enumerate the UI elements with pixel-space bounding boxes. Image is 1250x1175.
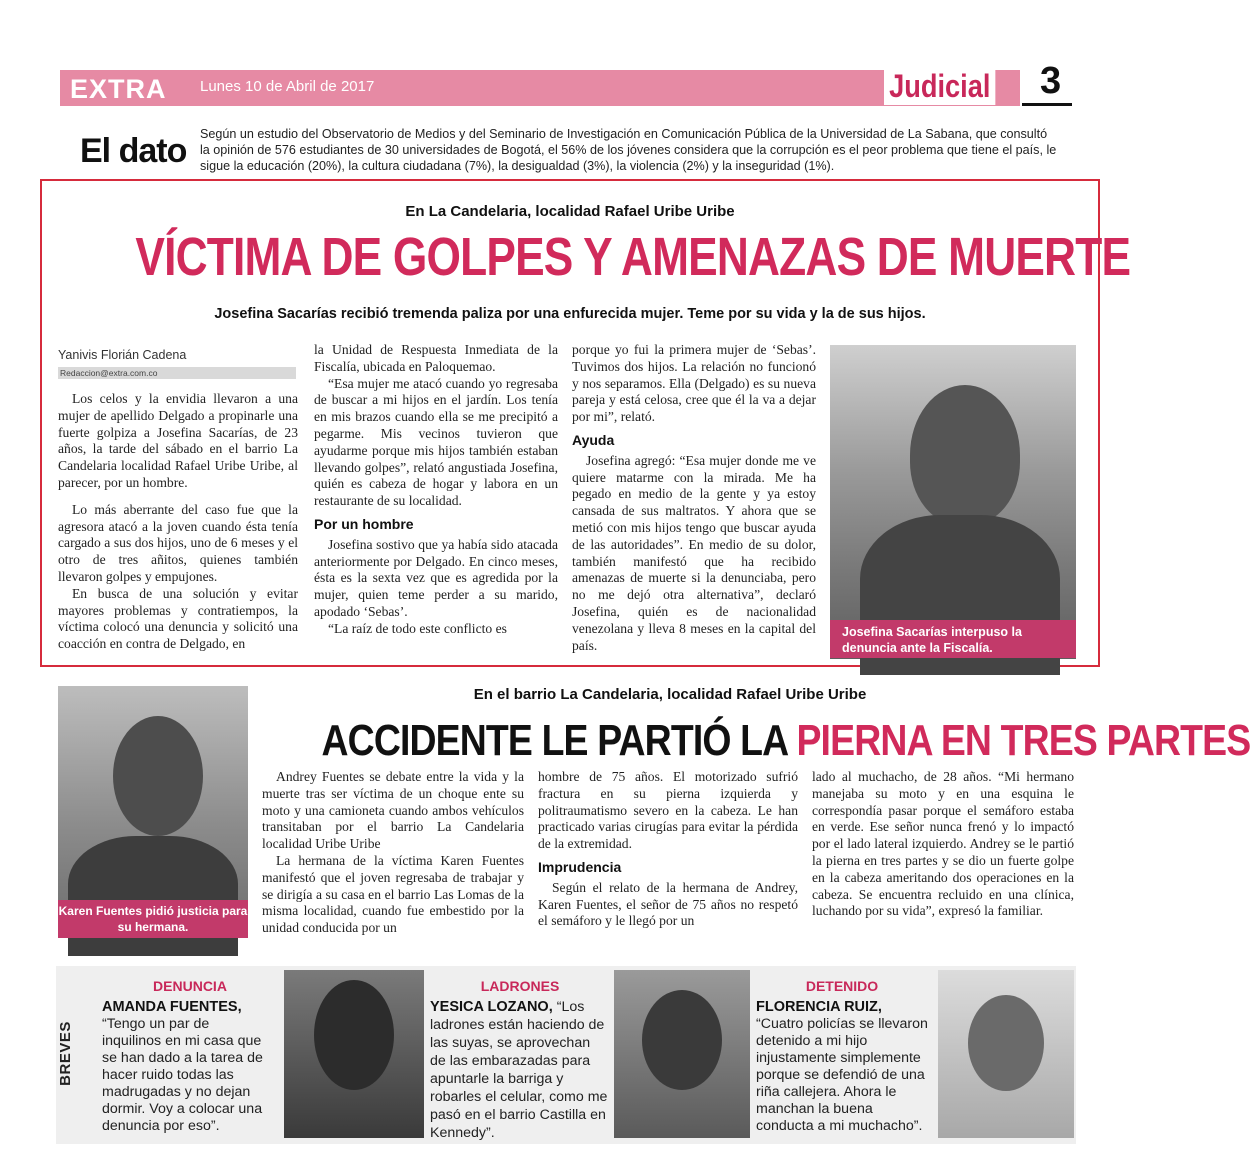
paragraph: hombre de 75 años. El motorizado sufrió fractura en su pierna izquierda y politraumatismo severo en la cabeza. Le han practicado varias cirugías para evitar la pérdida de la extremidad.	[538, 769, 798, 852]
main-story-subhead: Josefina Sacarías recibió tremenda paliza por una enfurecida mujer. Teme por su vida y la de sus hijos.	[214, 306, 926, 322]
breve-photo-amanda	[284, 970, 424, 1138]
breves-label	[58, 1015, 88, 1095]
paragraph: Según el relato de la hermana de Andrey, Karen Fuentes, el señor de 75 años no respetó el semáforo y le llegó por un	[538, 879, 798, 929]
dato-text: Según un estudio del Observatorio de Medios y del Seminario de Investigación en Comunicación Pública de la Universidad de La Sabana, que consultó la opinión de 576 estudiantes de 30 universidades de Bogotá, el 56% de los jóvenes considera que la corrupción es el peor problema que tiene el país, le sigue la educación (20%), la cultura ciudadana (7%), la desigualdad (3%), la violencia (2%) y la inseguridad (1%).	[200, 127, 1057, 173]
paragraph: Lo más aberrante del caso fue que la agresora atacó a la joven cuando ésta tenía cargado a sus dos hijos, uno de 6 meses y el otro de tres añitos, quienes también llevaron golpes y empujones.	[58, 501, 298, 584]
second-story-column-2	[538, 769, 798, 930]
second-story-column-1	[262, 769, 524, 937]
subheading: Imprudencia	[538, 858, 622, 875]
paragraph: Josefina sostivo que ya había sido atacada anteriormente por Delgado. En cinco meses, ésta es la sexta vez que es agredida por la mujer, quien teme perder a su marido, apodado ‘Sebas’.	[314, 536, 558, 619]
main-story-column-3	[572, 342, 816, 654]
breves-label-text: BREVES	[56, 1021, 74, 1086]
issue-date: Lunes 10 de Abril de 2017	[200, 78, 375, 95]
karen-photo-caption: Karen Fuentes pidió justicia para su hermana.	[58, 900, 248, 938]
byline: Yanivis Florián Cadena	[58, 348, 187, 362]
paragraph: Andrey Fuentes se debate entre la vida y la muerte tras ser víctima de un choque ente su moto y una camioneta cuando ambos vehículos transitaban por el barrio La Candelaria localidad Uribe Uribe	[262, 769, 524, 852]
subheading: Ayuda	[572, 431, 615, 448]
main-story-headline: VÍCTIMA DE GOLPES Y AMENAZAS DE MUERTE	[135, 227, 1131, 287]
josefina-photo	[830, 345, 1076, 659]
breve-quote: “Tengo un par de inquilinos en mi casa que se han dado a la tarea de hacer ruido todas las madrugadas y no dejan dormir. Voy a colocar una denuncia por eso”.	[102, 1016, 263, 1134]
paragraph: “Esa mujer me atacó cuando yo regresaba de buscar a mi hijos en el jardín. Los tenía en mis brazos cuando ella se me precipitó a pegarme. Mis vecinos tuvieron que ayudarme porque mis hijos también estaban llevando golpes”, relató angustiada Josefina, quién es cabeza de hogar y labora en un restaurante de su localidad.	[314, 375, 558, 509]
breve-quote: “Cuatro policías se llevaron detenido a mi hijo injustamente simplemente porque se defendió de una riña callejera. Ahora le manchan la buena conducta a mi muchacho”.	[756, 1016, 928, 1134]
second-story-headline	[321, 716, 1250, 766]
breve-quote: “Los ladrones están haciendo de las suyas, se aprovechan de las embarazadas para apuntarle la barriga y robarles el celular, como me pasó en el barrio Castilla en Kennedy”.	[430, 999, 608, 1141]
breve-name: AMANDA FUENTES,	[102, 999, 242, 1015]
subheading: Por un hombre	[314, 515, 414, 532]
breve-photo-florencia	[938, 970, 1074, 1138]
paragraph: Los celos y la envidia llevaron a una mujer de apellido Delgado a propinarle una fuerte golpiza a Josefina Sacarías, de 23 años, la tarde del sábado en el barrio La Candelaria localidad Rafael Uribe Uribe, al parecer, por un hombre.	[58, 391, 298, 490]
breve-photo-yesica	[614, 970, 750, 1138]
newspaper-logo: EXTRA	[70, 74, 167, 104]
main-story-column-1	[58, 391, 298, 653]
page-number: 3	[1040, 60, 1062, 102]
main-story-column-2	[314, 342, 558, 638]
breve-item	[430, 998, 608, 1142]
breve-tag-detenido: DETENIDO	[805, 978, 879, 994]
paragraph: la Unidad de Respuesta Inmediata de la Fiscalía, ubicada en Paloquemao.	[314, 342, 558, 374]
main-story-kicker: En La Candelaria, localidad Rafael Uribe Uribe	[405, 203, 735, 220]
breve-name: FLORENCIA RUIZ,	[756, 999, 882, 1015]
headline-pink-part: PIERNA EN TRES PARTES	[796, 716, 1250, 765]
breve-item	[102, 998, 272, 1135]
paragraph: porque yo fui la primera mujer de ‘Sebas’. Tuvimos dos hijos. La relación no funcionó y nos separamos. Ella (Delgado) es su nueva pareja y está celosa, cree que él la va a dejar por mi”, relató.	[572, 342, 816, 425]
paragraph: Josefina agregó: “Esa mujer donde me ve quiere matarme con la mirada. Me ha pegado en medio de la gente y ya estoy cansada de sus maltratos. Y ahora que se metió con mis hijos tengo que buscar ayuda de las autoridades”. En medio de su dolor, también manifestó que ha recibido amenazas de muerte si la denunciaba, pero no me dejó otra alternativa”, declaró Josefina, quién es de nacionalidad venezolana y lleva 8 meses en la capital del país.	[572, 452, 816, 653]
paragraph: La hermana de la víctima Karen Fuentes manifestó que el joven regresaba de trabajar y se dirigía a su casa en el barrio Las Lomas de la misma localidad, cuando fue embestido por la unidad conducida por un	[262, 852, 524, 936]
second-story-column-3	[812, 769, 1074, 920]
breve-tag-denuncia: DENUNCIA	[153, 978, 227, 994]
second-story-kicker: En el barrio La Candelaria, localidad Rafael Uribe Uribe	[473, 686, 867, 703]
page-number-underline	[1022, 103, 1072, 106]
paragraph: “La raíz de todo este conflicto es	[328, 620, 507, 636]
byline-email[interactable]: Redaccion@extra.com.co	[58, 367, 296, 379]
paragraph: lado al muchacho, de 28 años. “Mi hermano manejaba su moto y en una esquina le correspondía pasar porque el semáforo estaba en verde. Ese señor nunca frenó y lo impactó por el lado lateral izquierdo. Andrey se le partió la pierna en tres partes y se dio un fuerte golpe en la cabeza ameritando dos operaciones en la cabeza. Se encuentra recluido en una clínica, luchando por su vida”, expresó la familiar.	[812, 769, 1074, 919]
dato-title: El dato	[80, 132, 187, 170]
headline-black-part: ACCIDENTE LE PARTIÓ LA	[321, 716, 797, 765]
breve-name: YESICA LOZANO,	[430, 999, 553, 1015]
paragraph: En busca de una solución y evitar mayores problemas y contratiempos, la víctima colocó una denuncia y solicitó una coacción en contra de Delgado, en	[58, 585, 298, 652]
section-title: Judicial	[884, 68, 995, 105]
josefina-photo-caption: Josefina Sacarías interpuso la denuncia ante la Fiscalía.	[830, 620, 1076, 658]
breve-item	[756, 998, 932, 1135]
breve-tag-ladrones: LADRONES	[480, 978, 560, 994]
